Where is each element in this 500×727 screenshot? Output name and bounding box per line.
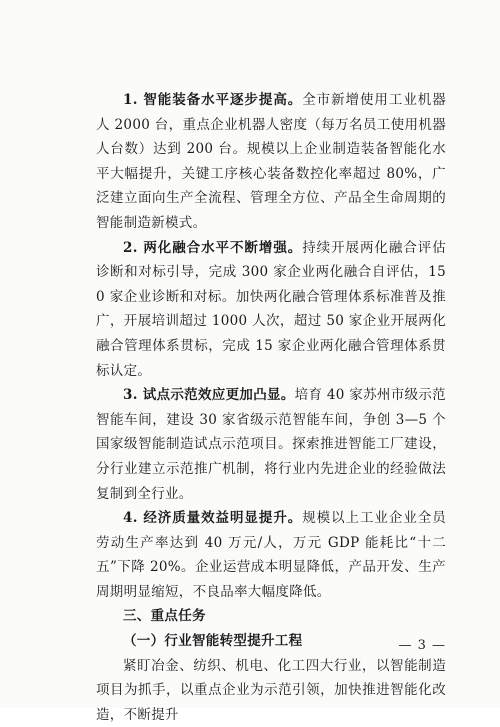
- page-number: — 3 —: [398, 638, 446, 653]
- paragraph-closing: 紧盯冶金、纺织、机电、化工四大行业，以智能制造项目为抓手，以重点企业为示范引领，加快推进智能化改造，不断提升: [96, 657, 446, 723]
- paragraph-integration-level: [96, 236, 446, 384]
- subsection-heading: （一）行业智能转型提升工程: [123, 633, 303, 650]
- section-heading: 三、重点任务: [123, 608, 206, 625]
- paragraph-lead: 1. 智能装备水平逐步提高。: [123, 92, 303, 108]
- paragraph-lead: 4. 经济质量效益明显提升。: [123, 510, 303, 527]
- paragraph-equipment-level: [96, 88, 446, 236]
- paragraph-body: 全市新增使用工业机器人 2000 台，重点企业机器人密度（每万名员工使用机器人台数）达到 200 台。规模以上企业制造装备智能化水平大幅提升，关键工序核心装备数控化率超过 80%，广泛建立面向生产全流程、管理全方位、产品全生命周期的智能制造新模式。: [96, 92, 447, 231]
- page-content: [96, 88, 446, 727]
- paragraph-lead: 3. 试点示范效应更加凸显。: [123, 387, 295, 404]
- paragraph-body: 规模以上工业企业全员劳动生产率达到 40 万元/人，万元 GDP 能耗比“十二五”下降 20%。企业运营成本明显降低，产品开发、生产周期明显缩短，不良品率大幅度降低。: [96, 510, 447, 600]
- paragraph-body: 持续开展两化融合评估诊断和对标引导，完成 300 家企业两化融合自评估，150 家企业诊断和对标。加快两化融合管理体系标准普及推广，开展培训超过 1000 人次，超过 50 家企业开展两化融合管理体系贯标，完成 15 家企业两化融合管理体系贯标认定。: [96, 239, 447, 379]
- paragraph-body: 培育 40 家苏州市级示范智能车间，建设 30 家省级示范智能车间，争创 3—5 个国家级智能制造试点示范项目。探索推进智能工厂建设，分行业建立示范推广机制，将行业内先进企业的经验做法复制到全行业。: [96, 387, 446, 502]
- paragraph-economic-quality: [96, 506, 446, 604]
- paragraph-pilot-demonstration: [96, 383, 446, 506]
- paragraph-lead: 2. 两化融合水平不断增强。: [123, 239, 303, 256]
